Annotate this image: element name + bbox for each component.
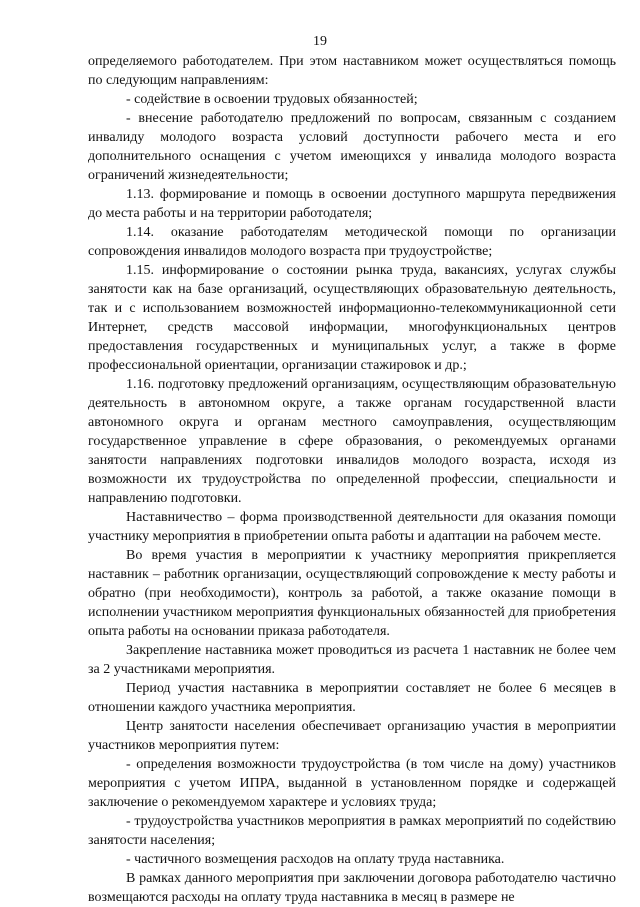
page-number: 19 [313,34,327,49]
paragraph: - частичного возмещения расходов на оплату труда наставника. [126,852,505,867]
paragraph: В рамках данного мероприятия при заключении договора работодателю частично возмещаются расходы на оплату труда наставника в месяц в размере не [88,871,616,905]
paragraph: - трудоустройства участников мероприятия в рамках мероприятий по содействию занятости населения; [88,814,616,848]
paragraph: 1.16. подготовку предложений организациям, осуществляющим образовательную деятельность в автономном округе, а также органам государственной власти автономного округа и органам местного самоуправления, осуществляющим государственное управление в сфере образования, о рекомендуемых органами занятости направлениях подготовки инвалидов молодого возраста, исходя из возможности их трудоустройства по определенной профессии, специальности и направлению подготовки. [88,377,616,506]
paragraph: Закрепление наставника может проводиться из расчета 1 наставник не более чем за 2 участниками мероприятия. [88,643,616,677]
document-body [88,52,616,907]
paragraph: Во время участия в мероприятии к участнику мероприятия прикрепляется наставник – работник организации, осуществляющий сопровождение к месту работы и обратно (при необходимости), контроль за работой, а также оказание помощи в исполнении участником мероприятия функциональных обязанностей для приобретения опыта работы на основании приказа работодателя. [88,548,616,639]
paragraph: 1.14. оказание работодателям методической помощи по организации сопровождения инвалидов молодого возраста при трудоустройстве; [88,225,616,259]
paragraph: определяемого работодателем. При этом наставником может осуществляться помощь по следующим направлениям: [88,54,616,88]
paragraph: 1.15. информирование о состоянии рынка труда, вакансиях, услугах службы занятости как на базе организаций, осуществляющих образовательную деятельность, так и с использованием возможностей информационно-телекоммуникационной сети Интернет, средств массовой информации, многофункциональных центров предоставления государственных и муниципальных услуг, а также в форме профессиональной ориентации, организации стажировок и др.; [88,263,616,373]
paragraph: Центр занятости населения обеспечивает организацию участия в мероприятии участников мероприятия путем: [88,719,616,753]
paragraph: Наставничество – форма производственной деятельности для оказания помощи участнику мероприятия в приобретении опыта работы и адаптации на рабочем месте. [88,510,616,544]
paragraph: Период участия наставника в мероприятии составляет не более 6 месяцев в отношении каждого участника мероприятия. [88,681,616,715]
paragraph: 1.13. формирование и помощь в освоении доступного маршрута передвижения до места работы и на территории работодателя; [88,187,616,221]
paragraph: - содействие в освоении трудовых обязанностей; [126,92,418,107]
paragraph: - внесение работодателю предложений по вопросам, связанным с созданием инвалиду молодого возраста условий доступности рабочего места и его дополнительного оснащения с учетом имеющихся у инвалида молодого возраста ограничений жизнедеятельности; [88,111,616,183]
paragraph: - определения возможности трудоустройства (в том числе на дому) участников мероприятия с учетом ИПРА, выданной в установленном порядке и содержащей заключение о рекомендуемом характере и условиях труда; [88,757,616,810]
